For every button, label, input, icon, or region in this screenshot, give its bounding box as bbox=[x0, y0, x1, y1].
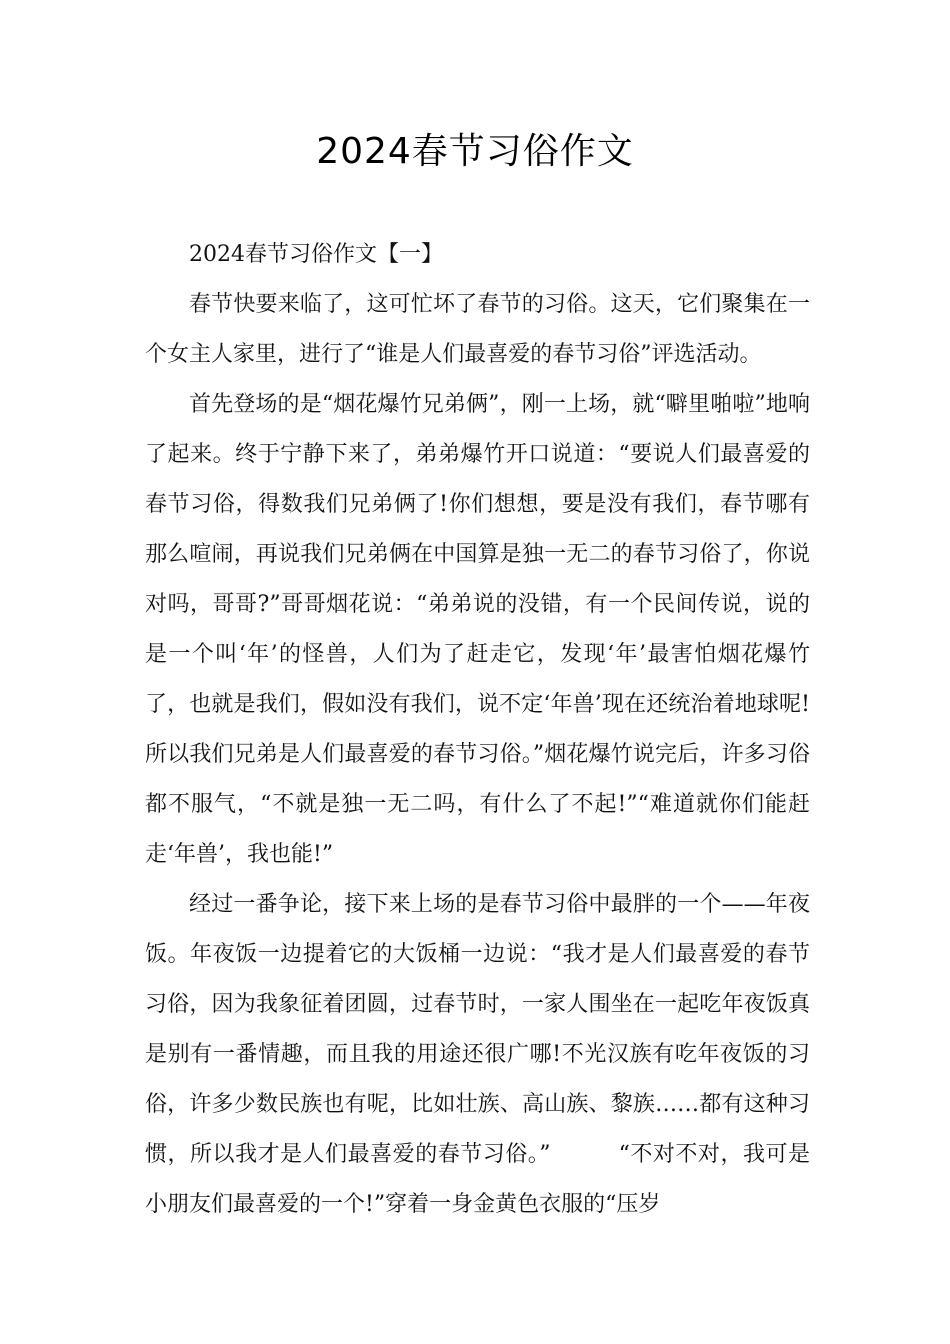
document-body bbox=[145, 230, 810, 1230]
paragraph-1: 春节快要来临了，这可忙坏了春节的习俗。这天，它们聚集在一个女主人家里，进行了“谁是人们最喜爱的春节习俗”评选活动。 bbox=[145, 292, 810, 367]
document-title: 2024春节习俗作文 bbox=[316, 131, 634, 172]
paragraph-3: 经过一番争论，接下来上场的是春节习俗中最胖的一个——年夜饭。年夜饭一边提着它的大饭桶一边说：“我才是人们最喜爱的春节习俗，因为我象征着团圆，过春节时，一家人围坐在一起吃年夜饭真是别有一番情趣，而且我的用途还很广哪!不光汉族有吃年夜饭的习俗，许多少数民族也有呢，比如壮族、高山族、黎族……都有这种习惯，所以我才是人们最喜爱的春节习俗。” “不对不对，我可是小朋友们最喜爱的一个!”穿着一身金黄色衣服的“压岁 bbox=[145, 892, 810, 1217]
paragraph-2: 首先登场的是“烟花爆竹兄弟俩”，刚一上场，就“噼里啪啦”地响了起来。终于宁静下来了，弟弟爆竹开口说道：“要说人们最喜爱的春节习俗，得数我们兄弟俩了!你们想想，要是没有我们，春节哪有那么喧闹，再说我们兄弟俩在中国算是独一无二的春节习俗了，你说对吗，哥哥?”哥哥烟花说：“弟弟说的没错，有一个民间传说，说的是一个叫‘年’的怪兽，人们为了赶走它，发现‘年’最害怕烟花爆竹了，也就是我们，假如没有我们，说不定‘年兽’现在还统治着地球呢!所以我们兄弟是人们最喜爱的春节习俗。”烟花爆竹说完后，许多习俗都不服气，“不就是独一无二吗，有什么了不起!”“难道就你们能赶走‘年兽’，我也能!” bbox=[145, 392, 810, 867]
section-heading: 2024春节习俗作文【一】 bbox=[189, 242, 443, 267]
